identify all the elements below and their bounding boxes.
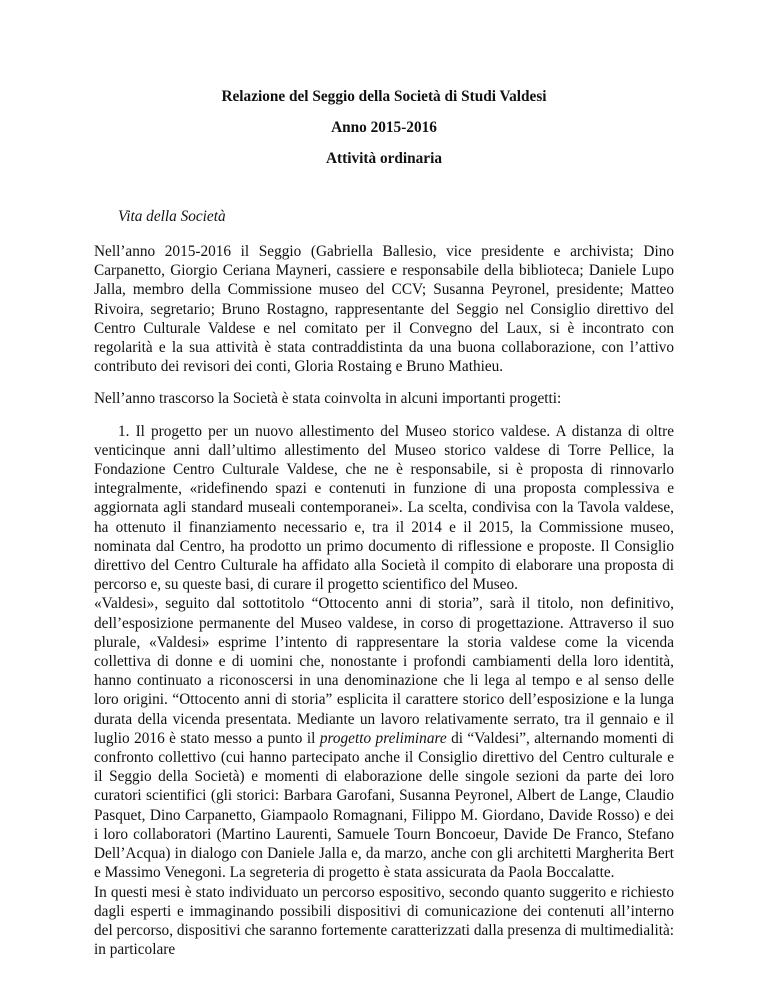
paragraph-percorso: In questi mesi è stato individuato un percorso espositivo, secondo quanto suggerito e richiesto dagli esperti e immaginando possibili dispositivi di comunicazione dei contenuti all’interno del percorso, dispositivi che saranno fortemente caratterizzati dalla presenza di multimedialità: in particolare bbox=[94, 883, 674, 959]
italic-progetto-preliminare: progetto preliminare bbox=[319, 729, 447, 747]
section-heading: Vita della Società bbox=[118, 208, 226, 225]
paragraph-valdesi bbox=[94, 594, 674, 882]
paragraph-valdesi-text: «Valdesi», seguito dal sottotitolo “Ottocento anni di storia”, sarà il titolo, non definitivo, dell’esposizione permanente del Museo valdese, in corso di progettazione. Attraverso il suo plurale, «Valdesi» esprime l’intento di rappresentare la storia valdese come la vicenda collettiva di donne e di uomini che, nonostante i profondi cambiamenti della loro identità, hanno continuato a riconoscersi in una denominazione che li lega al tempo e al senso delle loro origini. “Ottocento anni di storia” esplicita il carattere storico dell’esposizione e la lunga durata della vicenda presentata. Mediante un lavoro relativamente serrato, tra il gennaio e il luglio 2016 è stato messo a punto il bbox=[94, 595, 674, 747]
paragraph-seggio: Nell’anno 2015-2016 il Seggio (Gabriella Ballesio, vice presidente e archivista; Dino Carpanetto, Giorgio Ceriana Mayneri, cassiere e responsabile della biblioteca; Daniele Lupo Jalla, membro della Commissione museo del CCV; Susanna Peyronel, presidente; Matteo Rivoira, segretario; Bruno Rostagno, rappresentante del Seggio nel Consiglio direttivo del Centro Culturale Valdese e nel comitato per il Convegno del Laux, si è incontrato con regolarità e la sua attività è stata contraddistinta da una buona collaborazione, con l’attivo contributo dei revisori dei conti, Gloria Rostaing e Bruno Mathieu. bbox=[94, 243, 674, 376]
document-body bbox=[94, 242, 674, 959]
document-year: Anno 2015-2016 bbox=[331, 119, 437, 136]
paragraph-valdesi-rest: di “Valdesi”, alternando momenti di confronto collettivo (cui hanno partecipato anche il Consiglio direttivo del Centro culturale e il Seggio della Società) e momenti di elaborazione delle singole sezioni da parte dei loro curatori scientifici (gli storici: Barbara Garofani, Susanna Peyronel, Albert de Lange, Claudio Pasquet, Dino Carpanetto, Giampaolo Romagnani, Filippo M. Giordano, Davide Rosso) e dei i loro collaboratori (Martino Laurenti, Samuele Tourn Boncoeur, Davide De Franco, Stefano Dell’Acqua) in dialogo con Daniele Jalla e, da marzo, anche con gli architetti Margherita Bert e Massimo Venegoni. La segreteria di progetto è stata assicurata da Paola Boccalatte. bbox=[94, 729, 674, 882]
document-title: Relazione del Seggio della Società di Studi Valdesi bbox=[221, 88, 547, 105]
paragraph-museo: 1. Il progetto per un nuovo allestimento del Museo storico valdese. A distanza di oltre venticinque anni dall’ultimo allestimento del Museo storico valdese di Torre Pellice, la Fondazione Centro Culturale Valdese, che ne è responsabile, si è proposta di rinnovarlo integralmente, «ridefinendo spazi e contenuti in funzione di una proposta complessiva e aggiornata agli standard museali contemporanei». La scelta, condivisa con la Tavola valdese, ha ottenuto il finanziamento necessario e, tra il 2014 e il 2015, la Commissione museo, nominata dal Centro, ha prodotto un primo documento di riflessione e proposte. Il Consiglio direttivo del Centro Culturale ha affidato alla Società il compito di elaborare una proposta di percorso e, su queste basi, di curare il progetto scientifico del Museo. bbox=[94, 422, 674, 594]
paragraph-progetti-intro: Nell’anno trascorso la Società è stata coinvolta in alcuni importanti progetti: bbox=[94, 390, 562, 408]
document-subtitle: Attività ordinaria bbox=[326, 150, 442, 167]
